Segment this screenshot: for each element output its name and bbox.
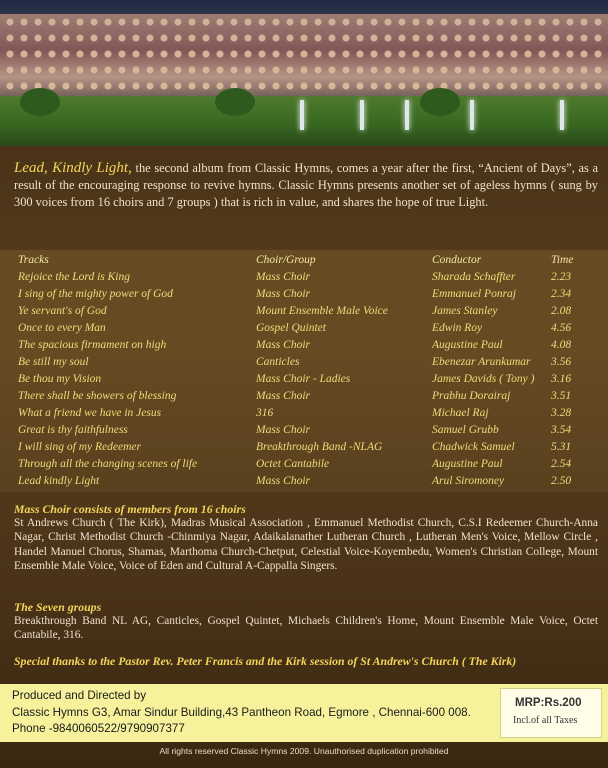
seven-groups-heading: The Seven groups	[14, 600, 102, 614]
footer-panel	[0, 684, 608, 742]
track-choir: Mass Choir	[256, 475, 310, 487]
shrub	[420, 88, 460, 116]
track-time: 3.56	[551, 356, 572, 368]
track-choir: Mass Choir	[256, 424, 310, 436]
mass-choir-heading: Mass Choir consists of members from 16 choirs	[14, 502, 246, 516]
seven-groups-section	[14, 600, 598, 643]
track-conductor: Sharada Schaffter	[432, 271, 516, 283]
garden-lamp	[300, 100, 304, 130]
track-conductor: Edwin Roy	[432, 322, 483, 334]
track-time: 2.23	[551, 271, 572, 283]
producer-address: Classic Hymns G3, Amar Sindur Building,43 Pantheon Road, Egmore , Chennai-600 008.	[12, 705, 471, 719]
track-time: 4.56	[551, 322, 572, 334]
track-time: 2.50	[551, 475, 572, 487]
track-choir: Gospel Quintet	[256, 322, 326, 334]
track-row	[0, 441, 608, 458]
header-tracks: Tracks	[18, 254, 49, 266]
track-conductor: Emmanuel Ponraj	[432, 288, 517, 300]
track-time: 2.34	[551, 288, 572, 300]
mass-choir-section	[14, 502, 598, 573]
garden-lamp	[405, 100, 409, 130]
track-row	[0, 373, 608, 390]
track-time: 4.08	[551, 339, 572, 351]
track-row	[0, 305, 608, 322]
track-title: Be still my soul	[18, 356, 89, 368]
track-time: 2.54	[551, 458, 572, 470]
track-time: 5.31	[551, 441, 572, 453]
track-choir: Mass Choir - Ladies	[256, 373, 351, 385]
track-time: 3.51	[551, 390, 572, 402]
track-time: 2.08	[551, 305, 572, 317]
track-choir: Octet Cantabile	[256, 458, 330, 470]
track-conductor: Samuel Grubb	[432, 424, 499, 436]
track-conductor: Ebenezar Arunkumar	[432, 356, 531, 368]
track-row	[0, 288, 608, 305]
track-conductor: James Stanley	[432, 305, 498, 317]
track-choir: Mount Ensemble Male Voice	[256, 305, 388, 317]
track-row	[0, 407, 608, 424]
track-row	[0, 458, 608, 475]
track-row	[0, 356, 608, 373]
track-choir: Mass Choir	[256, 271, 310, 283]
track-choir: Mass Choir	[256, 339, 310, 351]
track-row	[0, 424, 608, 441]
track-conductor: Prabhu Dorairaj	[432, 390, 511, 402]
track-conductor: Michael Raj	[432, 407, 489, 419]
track-title: I will sing of my Redeemer	[18, 441, 141, 453]
track-title: I sing of the mighty power of God	[18, 288, 173, 300]
choir-crowd	[0, 14, 608, 104]
produced-by: Produced and Directed by	[12, 689, 147, 702]
track-row	[0, 475, 608, 492]
special-thanks: Special thanks to the Pastor Rev. Peter Francis and the Kirk session of St Andrew's Church ( The Kirk)	[14, 654, 517, 668]
track-choir: Breakthrough Band -NLAG	[256, 441, 383, 453]
track-time: 3.54	[551, 424, 572, 436]
seven-groups-text: Breakthrough Band NL AG, Canticles, Gospel Quintet, Michaels Children's Home, Mount Ensemble Male Voice, Octet Cantabile, 316.	[14, 615, 598, 642]
header-time: Time	[551, 254, 574, 266]
track-title: The spacious firmament on high	[18, 339, 167, 351]
garden-lamp	[360, 100, 364, 130]
track-conductor: James Davids ( Tony )	[432, 373, 535, 385]
track-conductor: Augustine Paul	[432, 458, 503, 470]
track-title: Great is thy faithfulness	[18, 424, 128, 436]
track-conductor: Chadwick Samuel	[432, 441, 515, 453]
intro-text: the second album from Classic Hymns, comes a year after the first, “Ancient of Days”, as a result of the encouraging response to revive hymns. Classic Hymns presents another set of ageless hymns ( sung by 300 voices from 16 choirs and 7 groups ) that is rich in value, and shares the hope of true Light.	[14, 161, 598, 209]
track-title: Lead kindly Light	[18, 475, 100, 487]
table-header	[0, 254, 608, 271]
track-title: Ye servant's of God	[18, 305, 107, 317]
album-title: Lead, Kindly Light,	[14, 160, 132, 176]
track-row	[0, 322, 608, 339]
track-title: Once to every Man	[18, 322, 106, 334]
track-choir: 316	[256, 407, 274, 419]
track-title: Rejoice the Lord is King	[18, 271, 131, 283]
price-box	[500, 688, 602, 738]
header-choir: Choir/Group	[256, 254, 316, 266]
choir-photo	[0, 0, 608, 146]
track-conductor: Augustine Paul	[432, 339, 503, 351]
album-intro	[14, 160, 598, 211]
copyright-notice: All rights reserved Classic Hymns 2009. Unauthorised duplication prohibited	[159, 746, 449, 756]
track-row	[0, 271, 608, 288]
tax-note: Incl.of all Taxes	[513, 715, 578, 726]
header-conductor: Conductor	[432, 254, 482, 266]
track-choir: Mass Choir	[256, 288, 310, 300]
track-row	[0, 390, 608, 407]
track-row	[0, 339, 608, 356]
track-title: What a friend we have in Jesus	[18, 407, 162, 419]
track-choir: Canticles	[256, 356, 300, 368]
track-choir: Mass Choir	[256, 390, 310, 402]
garden-lamp	[560, 100, 564, 130]
producer-phone: Phone -9840060522/9790907377	[12, 722, 185, 735]
shrub	[20, 88, 60, 116]
track-time: 3.28	[551, 407, 572, 419]
track-title: Be thou my Vision	[18, 373, 102, 385]
mass-choir-text: St Andrews Church ( The Kirk), Madras Musical Association , Emmanuel Methodist Church, C.S.I Redeemer Church-Anna Nagar, Christ Methodist Church -Chinmiya Nagar, Adaikalanather Lutheran Church , Lutheran Men's Voice, Mellow Circle , Handel Manuel Chorus, Shamas, Marthoma Church-Chetput, Celestial Voice-Koyembedu, Women's Christian College, Mount Ensemble Male Voice, Voice of Eden and Cultural A-Cappalla Singers.	[14, 517, 598, 572]
track-conductor: Arul Siromoney	[432, 475, 505, 487]
track-title: There shall be showers of blessing	[18, 390, 177, 402]
producer-info	[12, 688, 471, 738]
lawn	[0, 96, 608, 146]
price: MRP:Rs.200	[515, 697, 582, 709]
track-time: 3.16	[551, 373, 572, 385]
shrub	[215, 88, 255, 116]
garden-lamp	[470, 100, 474, 130]
tracks-table	[0, 250, 608, 492]
track-title: Through all the changing scenes of life	[18, 458, 198, 470]
